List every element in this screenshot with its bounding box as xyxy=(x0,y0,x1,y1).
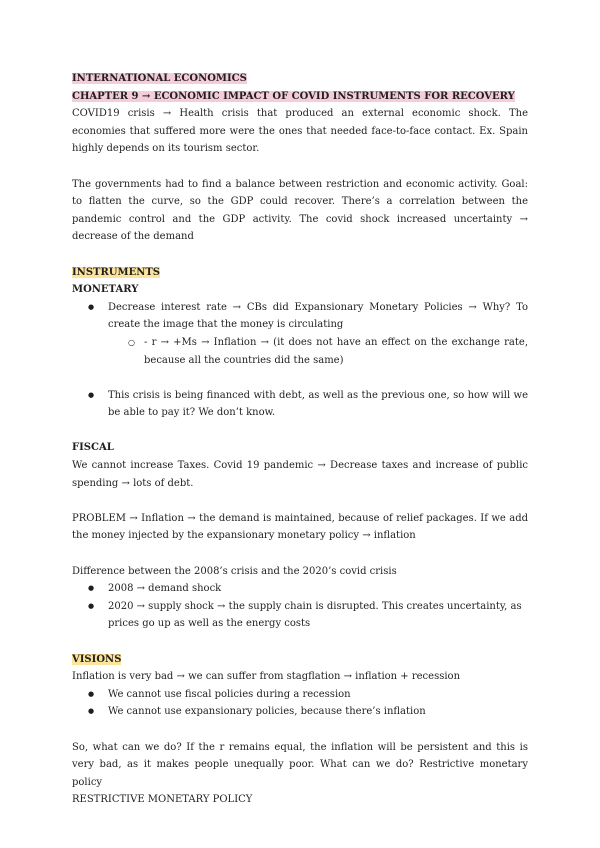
closing-paragraph: So, what can we do? If the r remains equal, the inflation will be persistent and this is very bad, as it makes people unequally poor. What can we do? Restrictive monetary policy xyxy=(72,741,528,788)
restrictive-policy-heading: RESTRICTIVE MONETARY POLICY xyxy=(72,794,253,806)
difference-intro: Difference between the 2008’s crisis and the 2020’s covid crisis xyxy=(72,565,397,577)
visions-paragraph: Inflation is very bad → we can suffer from stagflation → inflation + recession xyxy=(72,671,461,683)
list-item: ● 2020 → supply shock → the supply chain is disrupted. This creates uncertainty, as prices go up as well as the energy costs xyxy=(72,598,528,633)
list-item: ● We cannot use expansionary policies, because there’s inflation xyxy=(72,703,528,721)
document-title: INTERNATIONAL ECONOMICS xyxy=(72,73,247,84)
balance-paragraph: The governments had to find a balance between restriction and economic activity. Goal: to flatten the curve, so the GDP could recover. There’s a correlation between the pandemic control and the GDP activity. The covid shock increased uncertainty → decrease of the demand xyxy=(72,178,528,243)
difference-list xyxy=(72,580,528,633)
visions-list xyxy=(72,686,528,721)
sub-list-item: ○ - r → +Ms → Inflation → (it does not have an effect on the exchange rate, because all the countries did the same) xyxy=(72,334,528,369)
monetary-heading: MONETARY xyxy=(72,284,139,296)
problem-paragraph: PROBLEM → Inflation → the demand is maintained, because of relief packages. If we add the money injected by the expansionary monetary policy → inflation xyxy=(72,512,528,542)
fiscal-heading: FISCAL xyxy=(72,442,114,454)
instruments-heading: INSTRUMENTS xyxy=(72,266,161,278)
list-item: ● Decrease interest rate → CBs did Expansionary Monetary Policies → Why? To create the image that the money is circulating xyxy=(72,299,528,334)
list-item: ● This crisis is being financed with debt, as well as the previous one, so how will we be able to pay it? We don’t know. xyxy=(72,387,528,422)
chapter-heading: CHAPTER 9 → ECONOMIC IMPACT OF COVID INSTRUMENTS FOR RECOVERY xyxy=(72,90,515,102)
intro-paragraph: COVID19 crisis → Health crisis that produced an external economic shock. The economies that suffered more were the ones that needed face-to-face contact. Ex. Spain highly depends on its tourism sector. xyxy=(72,108,528,155)
list-item: ● We cannot use fiscal policies during a recession xyxy=(72,686,528,704)
visions-heading: VISIONS xyxy=(72,653,122,665)
monetary-list xyxy=(72,299,528,369)
fiscal-paragraph: We cannot increase Taxes. Covid 19 pandemic → Decrease taxes and increase of public spending → lots of debt. xyxy=(72,460,528,489)
document-page xyxy=(72,70,528,809)
list-item: ● 2008 → demand shock xyxy=(72,580,528,598)
